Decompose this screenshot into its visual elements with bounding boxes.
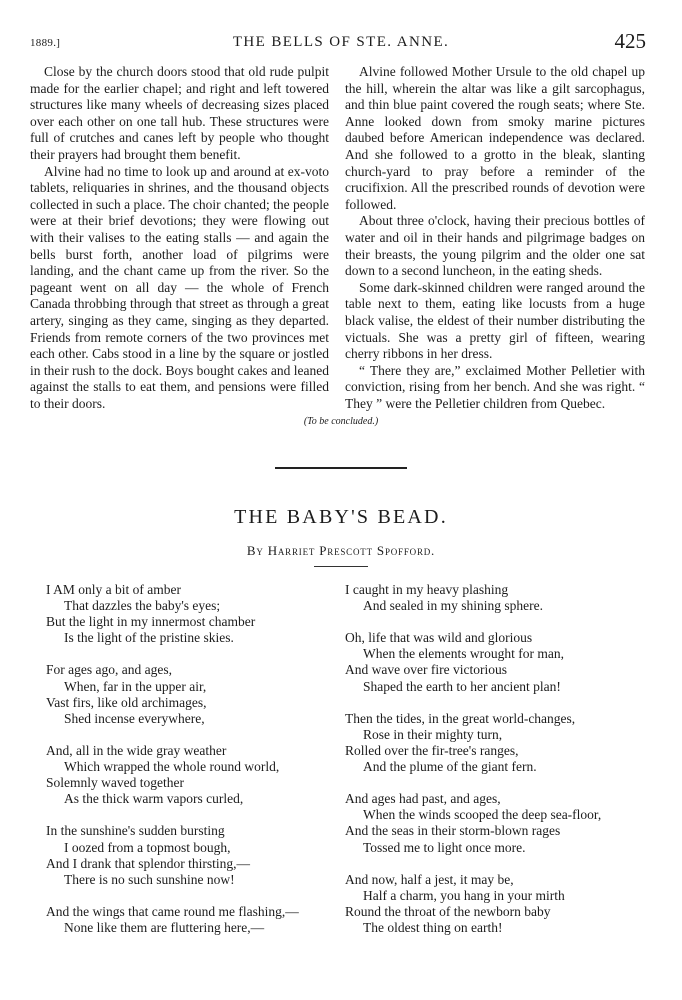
poem-line: Oh, life that was wild and glorious <box>345 630 533 646</box>
poem-line: Shed incense everywhere, <box>64 710 205 726</box>
poem-line: But the light in my innermost chamber <box>46 614 256 630</box>
poem-line: Vast firs, like old archimages, <box>46 694 207 710</box>
article-paragraph: About three o'clock, having their precious bottles of water and oil in their hands and pilgrimage badges on their breasts, the young pilgrim and the older one sat down to a second luncheon, in the eating sheds. <box>345 213 645 279</box>
poem-line: None like them are fluttering here,— <box>64 919 265 935</box>
poem-line: And wave over fire victorious <box>345 662 507 678</box>
poem-line: Rose in their mighty turn, <box>363 726 503 742</box>
poem-line: Tossed me to light once more. <box>363 839 526 855</box>
poem-line: I caught in my heavy plashing <box>345 582 509 597</box>
poem-line: When the winds scooped the deep sea-floor, <box>363 807 602 823</box>
poem-title: THE BABY'S BEAD. <box>234 506 448 528</box>
running-title: THE BELLS OF STE. ANNE. <box>232 34 450 50</box>
page-number: 425 <box>614 29 646 53</box>
article-column-right <box>345 64 645 412</box>
article-paragraph: Alvine had no time to look up and around at ex-voto tablets, reliquaries in shrines, and the thousand objects collected in such a place. The choir chanted; the people were at their brief devotions; they were flowing out with their valises to the eating stalls — and again the bells burst forth, another load of pilgrims were landing, and the chant came up from the river. So the pageant went on all day — the whole of French Canada throbbing through that street as through a great artery, singing as they came, singing as they departed. Friends from remote corners of the two provinces met each other. Cabs stood in a line by the square or jostled in their rush to the dock. Boys bought cakes and leaned against the stalls to eat them, and pensions were filled to their doors. <box>30 163 329 411</box>
poem-line: There is no such sunshine now! <box>64 871 235 887</box>
poem-stanza <box>46 662 336 726</box>
poem-line: Shaped the earth to her ancient plan! <box>363 678 561 694</box>
poem-line: The oldest thing on earth! <box>363 919 503 935</box>
poem-line: Rolled over the fir-tree's ranges, <box>345 742 519 758</box>
poem-column-left <box>46 582 336 952</box>
poem-stanza <box>345 711 635 775</box>
article-column-left <box>30 64 329 412</box>
article-paragraph: “ There they are,” exclaimed Mother Pelletier with conviction, rising from her bench. And she was right. “ They ” were the Pelletier children from Quebec. <box>345 362 645 411</box>
article-paragraph: Alvine followed Mother Ursule to the old chapel up the hill, wherein the altar was like a gilt sarcophagus, and thin blue paint covered the rough seats; where Ste. Anne looked down from smoky marine pictures daubed before American independence was declared. And she followed to a grotto in the bleak, slanting church-yard to pray before a reminder of the crucifixion. All the prescribed rounds of devotion were followed. <box>345 64 645 212</box>
section-divider <box>275 467 407 469</box>
poem-stanza <box>345 872 635 936</box>
poem-stanza <box>46 582 336 646</box>
poem-line: And now, half a jest, it may be, <box>345 871 514 887</box>
issue-date: 1889.] <box>30 37 61 49</box>
poem-line: When, far in the upper air, <box>64 678 207 694</box>
poem-line: I AM only a bit of amber <box>46 582 181 597</box>
poem-line: When the elements wrought for man, <box>363 646 564 662</box>
poem-line: And I drank that splendor thirsting,— <box>46 855 250 871</box>
poem-stanza <box>46 904 336 936</box>
poem-line: As the thick warm vapors curled, <box>64 791 244 807</box>
poem-line: And ages had past, and ages, <box>345 791 501 807</box>
to-be-concluded-note: (To be concluded.) <box>303 416 379 427</box>
poem-byline: By Harriet Prescott Spofford. <box>246 543 436 558</box>
poem-column-right <box>345 582 635 952</box>
poem-stanza <box>46 743 336 807</box>
poem-line: And sealed in my shining sphere. <box>363 598 543 614</box>
article-paragraph: Some dark-skinned children were ranged around the table next to them, eating like locusts from a huge black valise, the eldest of their number distributing the victuals. She was a pretty girl of fifteen, wearing cherry ribbons in her dress. <box>345 279 645 362</box>
poem-line: For ages ago, and ages, <box>46 662 172 678</box>
poem-line: Which wrapped the whole round world, <box>64 759 280 775</box>
poem-line: And the plume of the giant fern. <box>363 759 537 775</box>
page-header <box>0 29 682 57</box>
poem-line: And, all in the wide gray weather <box>46 742 227 758</box>
poem-line: Then the tides, in the great world-changes, <box>345 710 576 726</box>
poem-line: And the wings that came round me flashing,— <box>46 903 299 919</box>
poem-line: That dazzles the baby's eyes; <box>64 598 221 614</box>
poem-line: Half a charm, you hang in your mirth <box>363 887 565 903</box>
byline-divider <box>314 566 368 567</box>
poem-stanza <box>345 582 635 614</box>
poem-line: Is the light of the pristine skies. <box>64 630 234 646</box>
poem-stanza <box>345 791 635 855</box>
poem-stanza <box>46 823 336 887</box>
poem-line: In the sunshine's sudden bursting <box>46 823 225 839</box>
article-paragraph: Close by the church doors stood that old rude pulpit made for the earlier chapel; and right and left towered structures like many wheels of decreasing sizes placed over each other on one tall hub. These structures were full of crutches and canes left by people who thought their prayers had brought them benefit. <box>30 64 329 162</box>
poem-stanza <box>345 630 635 694</box>
poem-line: I oozed from a topmost bough, <box>64 839 231 855</box>
poem-line: Round the throat of the newborn baby <box>345 903 551 919</box>
poem-line: And the seas in their storm-blown rages <box>345 823 561 839</box>
poem-line: Solemnly waved together <box>46 775 184 791</box>
